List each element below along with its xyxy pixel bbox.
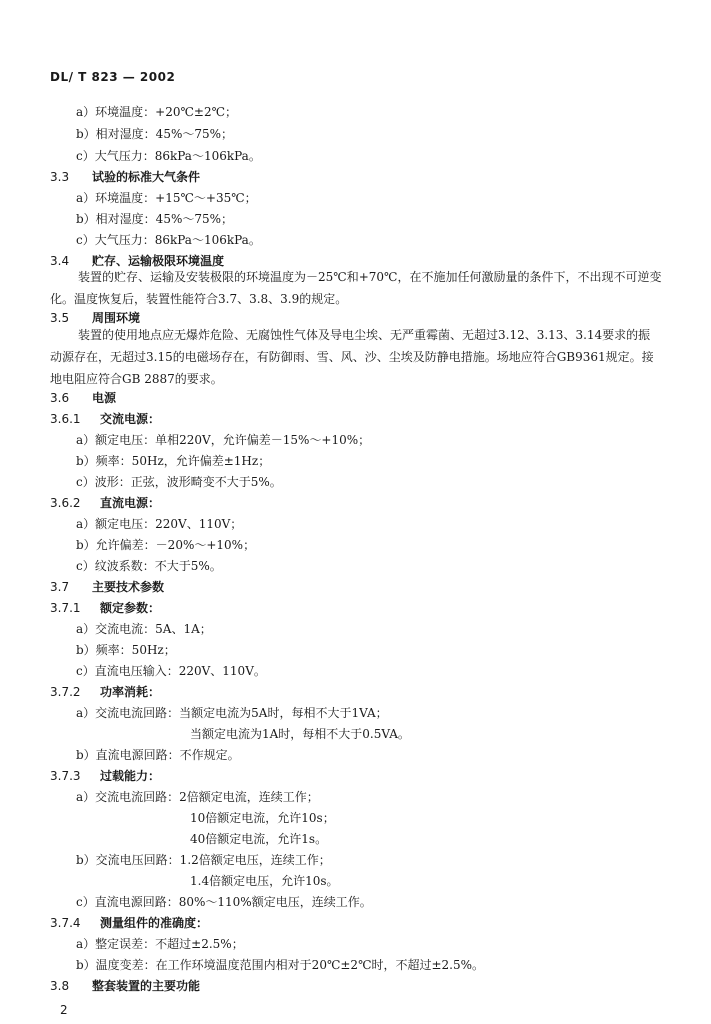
paragraph-3-4: 装置的贮存、运输及安装极限的环境温度为－25℃和+70℃，在不施加任何激励量的条件下，不出现不可逆变化。温度恢复后，装置性能符合3.7、3.8、3.9的规定。 [50, 270, 662, 306]
list-item: b）频率：50Hz，允许偏差±1Hz； [76, 454, 271, 468]
list-item: b）直流电源回路：不作规定。 [76, 748, 240, 762]
section-number: 3.7 [50, 580, 70, 594]
section-number: 3.7.2 [50, 685, 81, 699]
section-number: 3.7.1 [50, 601, 81, 615]
section-heading-3-6 [50, 390, 116, 406]
list-item: a）交流电流回路：2倍额定电流，连续工作； [76, 790, 319, 804]
list-item-continuation: 40倍额定电流，允许1s。 [190, 832, 328, 846]
standard-code-header: DL/ T 823 — 2002 [50, 70, 176, 84]
list-item-continuation: 1.4倍额定电压，允许10s。 [190, 874, 339, 888]
section-number: 3.7.3 [50, 769, 81, 783]
section-number: 3.3 [50, 170, 70, 184]
list-item: a）额定电压：220V、110V； [76, 517, 243, 531]
section-heading-3-7-4 [50, 915, 208, 931]
section-heading-3-7-1 [50, 600, 160, 616]
list-item: a）环境温度：+20℃±2℃； [76, 105, 238, 119]
section-number: 3.6.1 [50, 412, 81, 426]
list-item: a）交流电流：5A、1A； [76, 622, 212, 636]
section-title: 整套装置的主要功能 [92, 979, 201, 993]
list-item: a）交流电流回路：当额定电流为5A时，每相不大于1VA； [76, 706, 388, 720]
list-item: a）整定误差：不超过±2.5%； [76, 937, 244, 951]
list-item: c）纹波系数：不大于5%。 [76, 559, 222, 573]
section-number: 3.5 [50, 311, 70, 325]
list-item: b）温度变差：在工作环境温度范围内相对于20℃±2℃时，不超过±2.5%。 [76, 958, 485, 972]
section-heading-3-6-1 [50, 411, 160, 427]
section-number: 3.7.4 [50, 916, 81, 930]
paragraph-3-5: 装置的使用地点应无爆炸危险、无腐蚀性气体及导电尘埃、无严重霉菌、无超过3.12、3.13、3.14要求的振动源存在，无超过3.15的电磁场存在，有防御雨、雪、风、沙、尘埃及防静电措施。场地应符合GB9361规定。接地电阻应符合GB 2887的要求。 [50, 328, 654, 386]
section-number: 3.6.2 [50, 496, 81, 510]
list-item: a）额定电压：单相220V，允许偏差－15%～+10%； [76, 433, 371, 447]
section-number: 3.4 [50, 254, 70, 268]
list-item-continuation: 当额定电流为1A时，每相不大于0.5VA。 [190, 727, 410, 741]
list-item: b）相对湿度：45%～75%； [76, 212, 234, 226]
list-item: b）允许偏差：－20%～+10%； [76, 538, 256, 552]
section-heading-3-7 [50, 579, 164, 595]
section-title: 功率消耗： [100, 685, 161, 699]
list-item: c）波形：正弦，波形畸变不大于5%。 [76, 475, 282, 489]
section-title: 贮存、运输极限环境温度 [92, 254, 225, 268]
section-heading-3-3 [50, 169, 200, 185]
section-heading-3-7-3 [50, 768, 160, 784]
list-item: c）直流电源回路：80%～110%额定电压，连续工作。 [76, 895, 372, 909]
section-title: 过载能力： [100, 769, 161, 783]
section-heading-3-7-2 [50, 684, 160, 700]
list-item: b）相对湿度：45%～75%； [76, 127, 234, 141]
list-item: a）环境温度：+15℃～+35℃； [76, 191, 257, 205]
page-number: 2 [60, 1003, 68, 1017]
section-title: 周围环境 [92, 311, 141, 325]
list-item: c）直流电压输入：220V、110V。 [76, 664, 266, 678]
section-title: 交流电源： [100, 412, 161, 426]
section-number: 3.8 [50, 979, 70, 993]
section-number: 3.6 [50, 391, 70, 405]
list-item-continuation: 10倍额定电流，允许10s； [190, 811, 335, 825]
section-title: 电源 [92, 391, 117, 405]
list-item: b）交流电压回路：1.2倍额定电压，连续工作； [76, 853, 331, 867]
section-heading-3-8 [50, 978, 200, 994]
list-item: b）频率：50Hz； [76, 643, 176, 657]
section-title: 直流电源： [100, 496, 161, 510]
section-title: 试验的标准大气条件 [92, 170, 201, 184]
section-title: 主要技术参数 [92, 580, 165, 594]
section-heading-3-6-2 [50, 495, 160, 511]
section-title: 测量组件的准确度： [100, 916, 209, 930]
section-title: 额定参数： [100, 601, 161, 615]
list-item: c）大气压力：86kPa～106kPa。 [76, 233, 261, 247]
list-item: c）大气压力：86kPa～106kPa。 [76, 149, 261, 163]
